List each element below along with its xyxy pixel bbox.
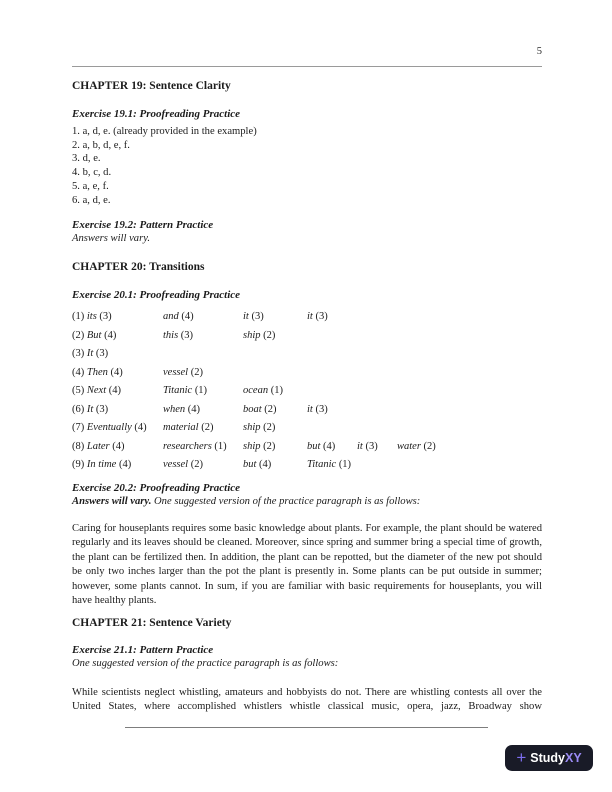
- table-cell: it (3): [307, 311, 328, 322]
- exercise-19-1-answers: [72, 125, 542, 207]
- table-cell: (4) Then (4): [72, 366, 123, 378]
- page-number: 5: [536, 46, 542, 57]
- table-cell: vessel (2): [163, 459, 203, 470]
- brand-suffix: XY: [564, 751, 582, 765]
- table-cell: (3) It (3): [72, 348, 109, 359]
- table-cell: (1) its (3): [72, 311, 112, 322]
- chapter-19-heading: CHAPTER 19: Sentence Clarity: [72, 80, 231, 92]
- exercise-19-2-note: Answers will vary.: [72, 233, 150, 244]
- table-row: [72, 385, 542, 404]
- table-cell: (5) Next (4): [72, 385, 121, 396]
- transitions-answer-table: [72, 311, 542, 478]
- footer-rule: [125, 727, 488, 728]
- table-cell: this (3): [163, 329, 194, 341]
- plus-icon: +: [516, 748, 527, 767]
- table-cell: material (2): [163, 422, 214, 433]
- whistling-paragraph: While scientists neglect whistling, amateurs and hobbyists do not. There are whistling contests all over the United States, where accomplished whistlers whistle classical music, opera, jazz, Broadway show: [72, 687, 542, 713]
- answer-item: 1. a, d, e. (already provided in the example): [72, 126, 257, 137]
- chapter-20-heading: CHAPTER 20: Transitions: [72, 261, 205, 273]
- table-row: [72, 404, 542, 423]
- table-cell: ship (2): [243, 440, 276, 452]
- table-cell: ocean (1): [243, 385, 283, 396]
- table-cell: researchers (1): [163, 440, 227, 452]
- table-cell: boat (2): [243, 403, 277, 415]
- table-cell: vessel (2): [163, 366, 203, 378]
- table-cell: (2) But (4): [72, 329, 117, 341]
- exercise-21-1-heading: Exercise 21.1: Pattern Practice: [72, 644, 214, 656]
- table-row: [72, 422, 542, 441]
- table-cell: (9) In time (4): [72, 459, 132, 470]
- table-row: [72, 367, 542, 386]
- table-cell: (6) It (3): [72, 403, 109, 415]
- table-cell: it (3): [243, 311, 264, 322]
- table-row: [72, 459, 542, 478]
- table-cell: ship (2): [243, 422, 276, 433]
- table-cell: (8) Later (4): [72, 440, 125, 452]
- answer-item: 2. a, b, d, e, f.: [72, 139, 130, 151]
- exercise-20-2-note: [72, 496, 542, 507]
- table-cell: water (2): [397, 440, 436, 452]
- table-cell: and (4): [163, 311, 194, 322]
- table-cell: (7) Eventually (4): [72, 422, 147, 433]
- answer-item: 4. b, c, d.: [72, 167, 112, 179]
- table-cell: it (3): [357, 440, 378, 452]
- table-cell: it (3): [307, 403, 328, 415]
- houseplants-paragraph: Caring for houseplants requires some basic knowledge about plants. For example, the plant should be watered regularly and its leaves should be cleaned. Moreover, since spring and summer bring a special time of growth, the plant can be fertilized then. In addition, the plant can be repotted, but the diameter of the new pot should be only two inches larger than the pot the plant is presently in. Some plants can be put outside in summer; however, some plants cannot. In sum, if you are familiar with basic requirements for houseplants, you will have healthy plants.: [72, 523, 542, 607]
- table-row: [72, 441, 542, 460]
- chapter-21-heading: CHAPTER 21: Sentence Variety: [72, 617, 232, 629]
- table-row: [72, 311, 542, 330]
- exercise-19-1-heading: Exercise 19.1: Proofreading Practice: [72, 108, 241, 120]
- table-cell: ship (2): [243, 329, 276, 341]
- exercise-21-1-note: One suggested version of the practice paragraph is as follows:: [72, 658, 339, 669]
- answer-item: 5. a, e, f.: [72, 180, 109, 192]
- exercise-20-1-heading: Exercise 20.1: Proofreading Practice: [72, 289, 241, 301]
- table-cell: but (4): [243, 459, 272, 470]
- exercise-20-2-heading: Exercise 20.2: Proofreading Practice: [72, 482, 241, 494]
- answer-item: 3. d, e.: [72, 153, 101, 165]
- table-row: [72, 330, 542, 349]
- studyxy-logo-badge[interactable]: [505, 745, 593, 771]
- brand-name: Study: [530, 751, 565, 765]
- header-rule: [72, 66, 542, 67]
- exercise-19-2-heading: Exercise 19.2: Pattern Practice: [72, 219, 214, 231]
- note-italic-part: One suggested version of the practice paragraph is as follows:: [151, 496, 421, 507]
- table-cell: but (4): [307, 440, 336, 452]
- answer-item: 6. a, d, e.: [72, 194, 111, 206]
- table-cell: when (4): [163, 403, 201, 415]
- table-row: [72, 348, 542, 367]
- note-bold-part: Answers will vary.: [72, 496, 152, 507]
- table-cell: Titanic (1): [163, 385, 208, 396]
- table-cell: Titanic (1): [307, 459, 352, 470]
